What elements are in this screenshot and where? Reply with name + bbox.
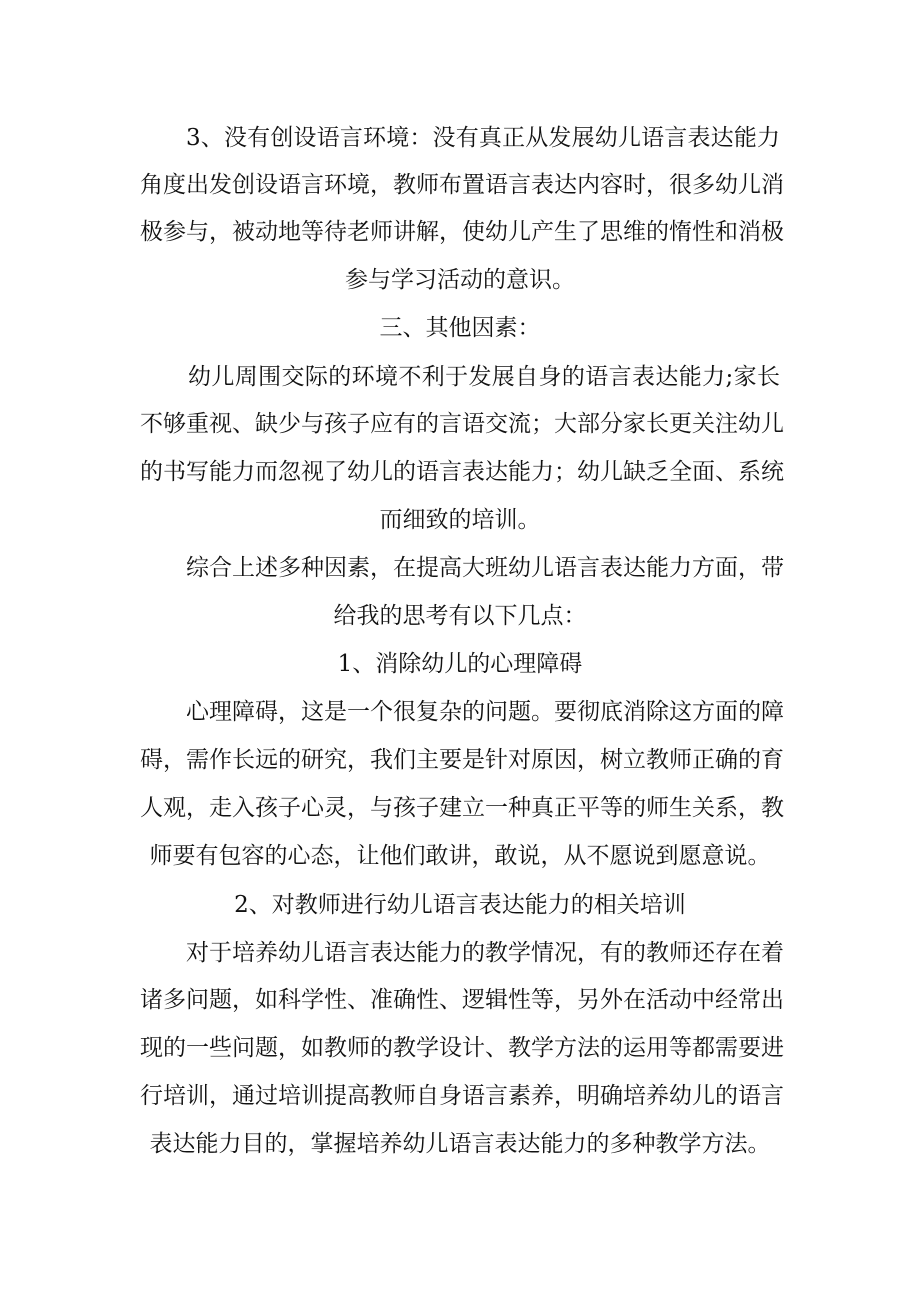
paragraph-line: 碍，需作长远的研究，我们主要是针对原因，树立教师正确的育 — [140, 747, 784, 773]
paragraph-line: 参与学习活动的意识。 — [345, 267, 575, 293]
paragraph-line: 而细致的培训。 — [379, 507, 541, 533]
paragraph-line: 不够重视、缺少与孩子应有的言语交流；大部分家长更关注幼儿 — [140, 411, 784, 437]
sub-heading: 2、对教师进行幼儿语言表达能力的相关培训 — [234, 892, 686, 918]
section-heading: 三、其他因素： — [379, 315, 541, 341]
paragraph-line: 诸多问题，如科学性、准确性、逻辑性等，另外在活动中经常出 — [140, 987, 784, 1013]
paragraph-line: 极参与，被动地等待老师讲解，使幼儿产生了思维的惰性和消极 — [140, 219, 784, 245]
paragraph-line: 给我的思考有以下几点： — [333, 603, 587, 629]
paragraph-line: 对于培养幼儿语言表达能力的教学情况，有的教师还存在着 — [186, 940, 784, 966]
paragraph-line: 综合上述多种因素，在提高大班幼儿语言表达能力方面，带 — [186, 555, 784, 581]
sub-heading: 1、消除幼儿的心理障碍 — [337, 651, 583, 677]
paragraph-line: 表达能力目的，掌握培养幼儿语言表达能力的多种教学方法。 — [149, 1131, 771, 1157]
paragraph-line: 师要有包容的心态，让他们敢讲，敢说，从不愿说到愿意说。 — [149, 843, 771, 869]
paragraph-line: 的书写能力而忽视了幼儿的语言表达能力；幼儿缺乏全面、系统 — [140, 459, 784, 485]
paragraph-line: 行培训，通过培训提高教师自身语言素养，明确培养幼儿的语言 — [140, 1083, 784, 1109]
paragraph-line: 人观，走入孩子心灵，与孩子建立一种真正平等的师生关系，教 — [140, 795, 784, 821]
paragraph-line: 角度出发创设语言环境，教师布置语言表达内容时，很多幼儿消 — [140, 172, 784, 198]
paragraph-line: 3、没有创设语言环境：没有真正从发展幼儿语言表达能力 — [186, 125, 780, 151]
paragraph-line: 现的一些问题，如教师的教学设计、教学方法的运用等都需要进 — [140, 1035, 784, 1061]
paragraph-line: 幼儿周围交际的环境不利于发展自身的语言表达能力;家长 — [188, 364, 780, 390]
paragraph-line: 心理障碍，这是一个很复杂的问题。要彻底消除这方面的障 — [186, 699, 784, 725]
